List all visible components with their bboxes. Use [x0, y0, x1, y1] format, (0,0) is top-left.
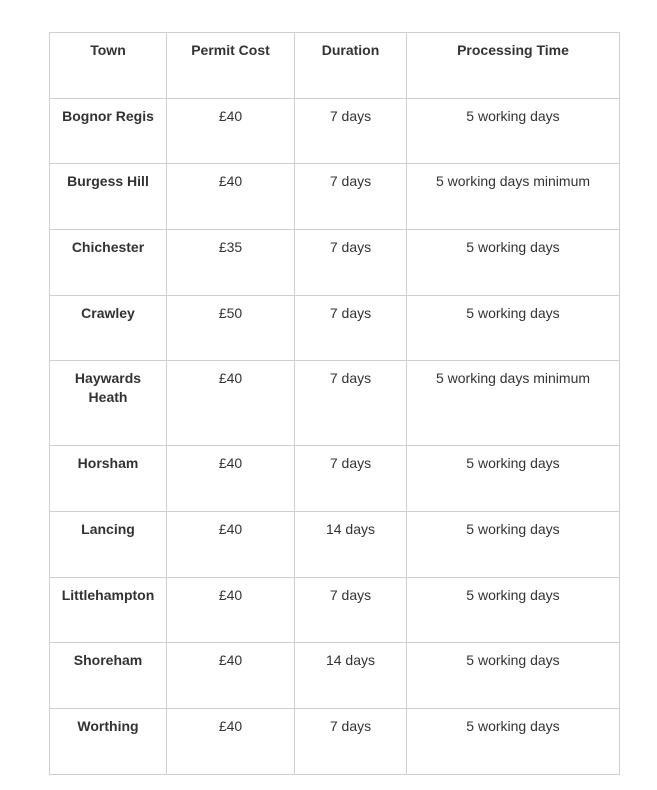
header-town: Town [50, 33, 167, 99]
processing-cell: 5 working days [407, 296, 620, 361]
processing-cell: 5 working days [407, 446, 620, 512]
header-permit-cost: Permit Cost [167, 33, 295, 99]
duration-cell: 7 days [295, 709, 407, 775]
cost-cell: £40 [167, 361, 295, 446]
processing-cell: 5 working days [407, 230, 620, 296]
duration-cell: 7 days [295, 164, 407, 230]
processing-cell: 5 working days [407, 99, 620, 164]
processing-cell: 5 working days minimum [407, 361, 620, 446]
duration-cell: 14 days [295, 643, 407, 709]
table-row [50, 361, 620, 446]
town-cell: Shoreham [50, 643, 167, 709]
processing-cell: 5 working days [407, 709, 620, 775]
table-row [50, 230, 620, 296]
duration-cell: 7 days [295, 296, 407, 361]
cost-cell: £40 [167, 709, 295, 775]
header-duration: Duration [295, 33, 407, 99]
duration-cell: 7 days [295, 446, 407, 512]
table-row [50, 446, 620, 512]
table-row [50, 578, 620, 643]
duration-cell: 7 days [295, 230, 407, 296]
duration-cell: 14 days [295, 512, 407, 578]
table-row [50, 709, 620, 775]
header-processing-time: Processing Time [407, 33, 620, 99]
table-row [50, 643, 620, 709]
duration-cell: 7 days [295, 361, 407, 446]
table-row [50, 296, 620, 361]
processing-cell: 5 working days [407, 578, 620, 643]
town-cell: Littlehampton [50, 578, 167, 643]
town-cell: Lancing [50, 512, 167, 578]
cost-cell: £40 [167, 578, 295, 643]
town-cell: Haywards Heath [50, 361, 167, 446]
processing-cell: 5 working days [407, 512, 620, 578]
table-row [50, 512, 620, 578]
cost-cell: £40 [167, 643, 295, 709]
table-row [50, 99, 620, 164]
processing-cell: 5 working days minimum [407, 164, 620, 230]
town-cell: Horsham [50, 446, 167, 512]
table-row [50, 164, 620, 230]
cost-cell: £40 [167, 164, 295, 230]
duration-cell: 7 days [295, 578, 407, 643]
duration-cell: 7 days [295, 99, 407, 164]
permit-table [49, 32, 620, 775]
town-cell: Chichester [50, 230, 167, 296]
town-cell: Worthing [50, 709, 167, 775]
cost-cell: £40 [167, 99, 295, 164]
cost-cell: £40 [167, 446, 295, 512]
header-row [50, 33, 620, 99]
town-cell: Crawley [50, 296, 167, 361]
town-cell: Bognor Regis [50, 99, 167, 164]
cost-cell: £35 [167, 230, 295, 296]
town-cell: Burgess Hill [50, 164, 167, 230]
cost-cell: £50 [167, 296, 295, 361]
processing-cell: 5 working days [407, 643, 620, 709]
cost-cell: £40 [167, 512, 295, 578]
